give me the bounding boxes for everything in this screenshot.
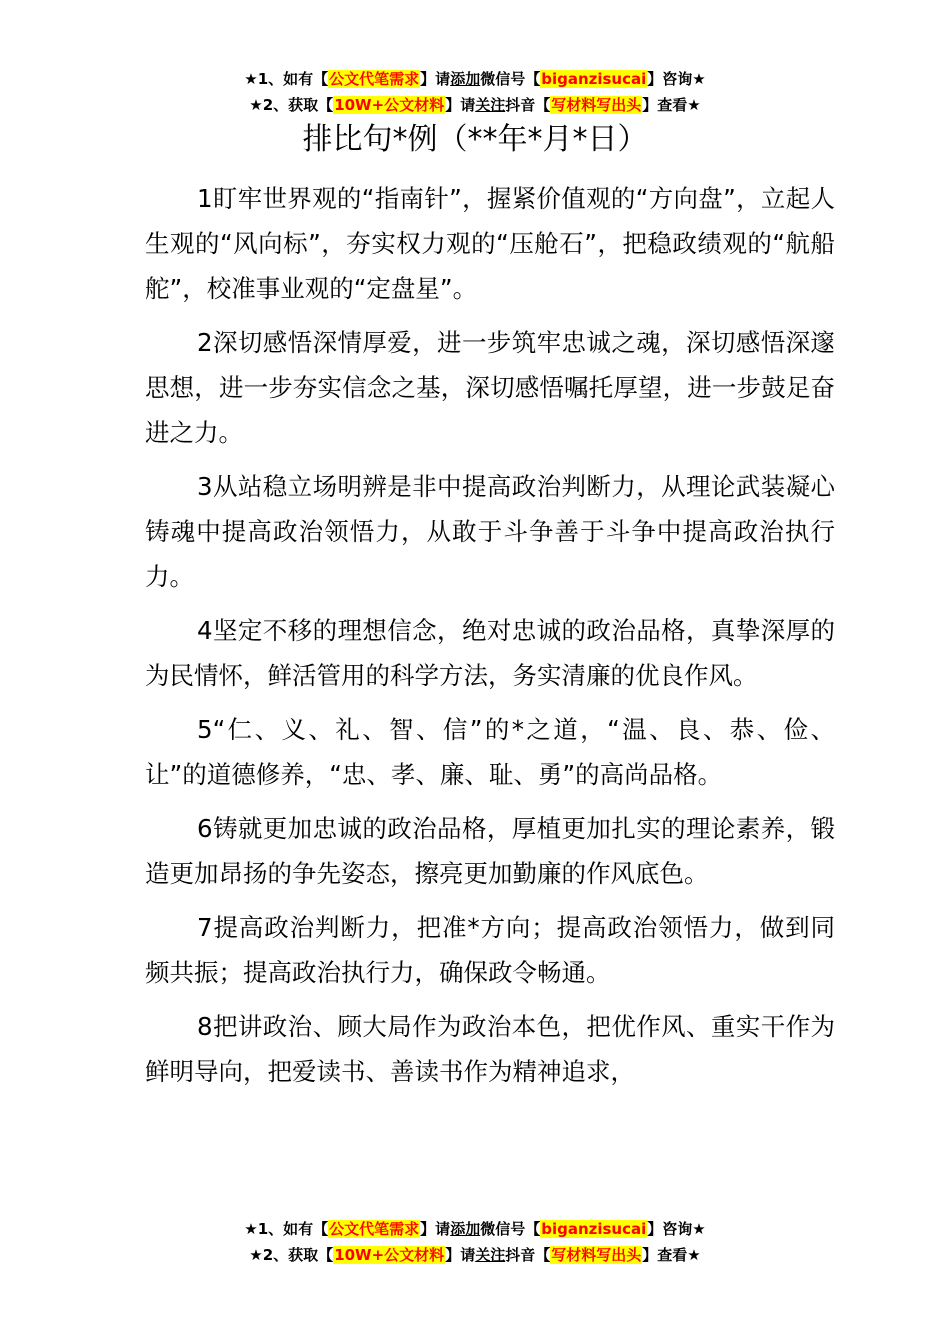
banner-text: 】请	[420, 1220, 451, 1238]
banner-line-2	[0, 1242, 950, 1268]
banner-text: 】咨询★	[647, 1220, 706, 1238]
highlight-wechat-id: biganzisucai	[541, 70, 647, 88]
banner-line-2	[0, 92, 950, 118]
banner-emphasis: 关注	[475, 96, 506, 114]
banner-text: ★1、如有【	[244, 70, 329, 88]
banner-text: 微信号【	[480, 70, 541, 88]
paragraph-6: 6铸就更加忠诚的政治品格，厚植更加扎实的理论素养，锻造更加昂扬的争先姿态，擦亮更加勤廉的作风底色。	[145, 814, 835, 888]
banner-text: 】查看★	[642, 96, 701, 114]
banner-text: 】请	[445, 1246, 476, 1264]
footer-banner	[0, 1216, 950, 1268]
banner-text: 】请	[445, 96, 476, 114]
highlight-wechat-id: biganzisucai	[541, 1220, 647, 1238]
banner-text: ★2、获取【	[249, 1246, 334, 1264]
document-title: 排比句*例（**年*月*日）	[302, 122, 648, 157]
banner-line-1	[0, 66, 950, 92]
banner-text: 微信号【	[480, 1220, 541, 1238]
highlight-materials: 10W+公文材料	[334, 1246, 445, 1264]
banner-text: ★2、获取【	[249, 96, 334, 114]
banner-text: 】咨询★	[647, 70, 706, 88]
highlight-service: 公文代笔需求	[329, 1220, 420, 1238]
paragraph-1: 1盯牢世界观的“指南针”，握紧价值观的“方向盘”，立起人生观的“风向标”，夯实权力观的“压舱石”，把稳政绩观的“航船舵”，校准事业观的“定盘星”。	[145, 184, 835, 303]
banner-emphasis: 关注	[475, 1246, 506, 1264]
banner-text: 抖音【	[505, 1246, 551, 1264]
banner-text: ★1、如有【	[244, 1220, 329, 1238]
banner-emphasis: 添加	[450, 70, 481, 88]
highlight-douyin-account: 写材料写出头	[551, 96, 642, 114]
highlight-douyin-account: 写材料写出头	[551, 1246, 642, 1264]
paragraph-5: 5“仁、义、礼、智、信”的*之道，“温、良、恭、俭、让”的道德修养，“忠、孝、廉、耻、勇”的高尚品格。	[145, 715, 835, 789]
paragraph-2: 2深切感悟深情厚爱，进一步筑牢忠诚之魂，深切感悟深邃思想，进一步夯实信念之基，深切感悟嘱托厚望，进一步鼓足奋进之力。	[145, 328, 835, 447]
header-banner	[0, 66, 950, 118]
paragraph-3: 3从站稳立场明辨是非中提高政治判断力，从理论武装凝心铸魂中提高政治领悟力，从敢于斗争善于斗争中提高政治执行力。	[145, 472, 835, 591]
banner-line-1	[0, 1216, 950, 1242]
banner-text: 抖音【	[505, 96, 551, 114]
paragraph-4: 4坚定不移的理想信念，绝对忠诚的政治品格，真挚深厚的为民情怀，鲜活管用的科学方法，务实清廉的优良作风。	[145, 616, 835, 690]
highlight-service: 公文代笔需求	[329, 70, 420, 88]
banner-text: 】查看★	[642, 1246, 701, 1264]
paragraph-7: 7提高政治判断力，把准*方向；提高政治领悟力，做到同频共振；提高政治执行力，确保政令畅通。	[145, 913, 835, 987]
banner-text: 】请	[420, 70, 451, 88]
highlight-materials: 10W+公文材料	[334, 96, 445, 114]
banner-emphasis: 添加	[450, 1220, 481, 1238]
paragraph-8: 8把讲政治、顾大局作为政治本色，把优作风、重实干作为鲜明导向，把爱读书、善读书作为精神追求，	[145, 1012, 835, 1086]
document-body	[145, 176, 835, 1103]
